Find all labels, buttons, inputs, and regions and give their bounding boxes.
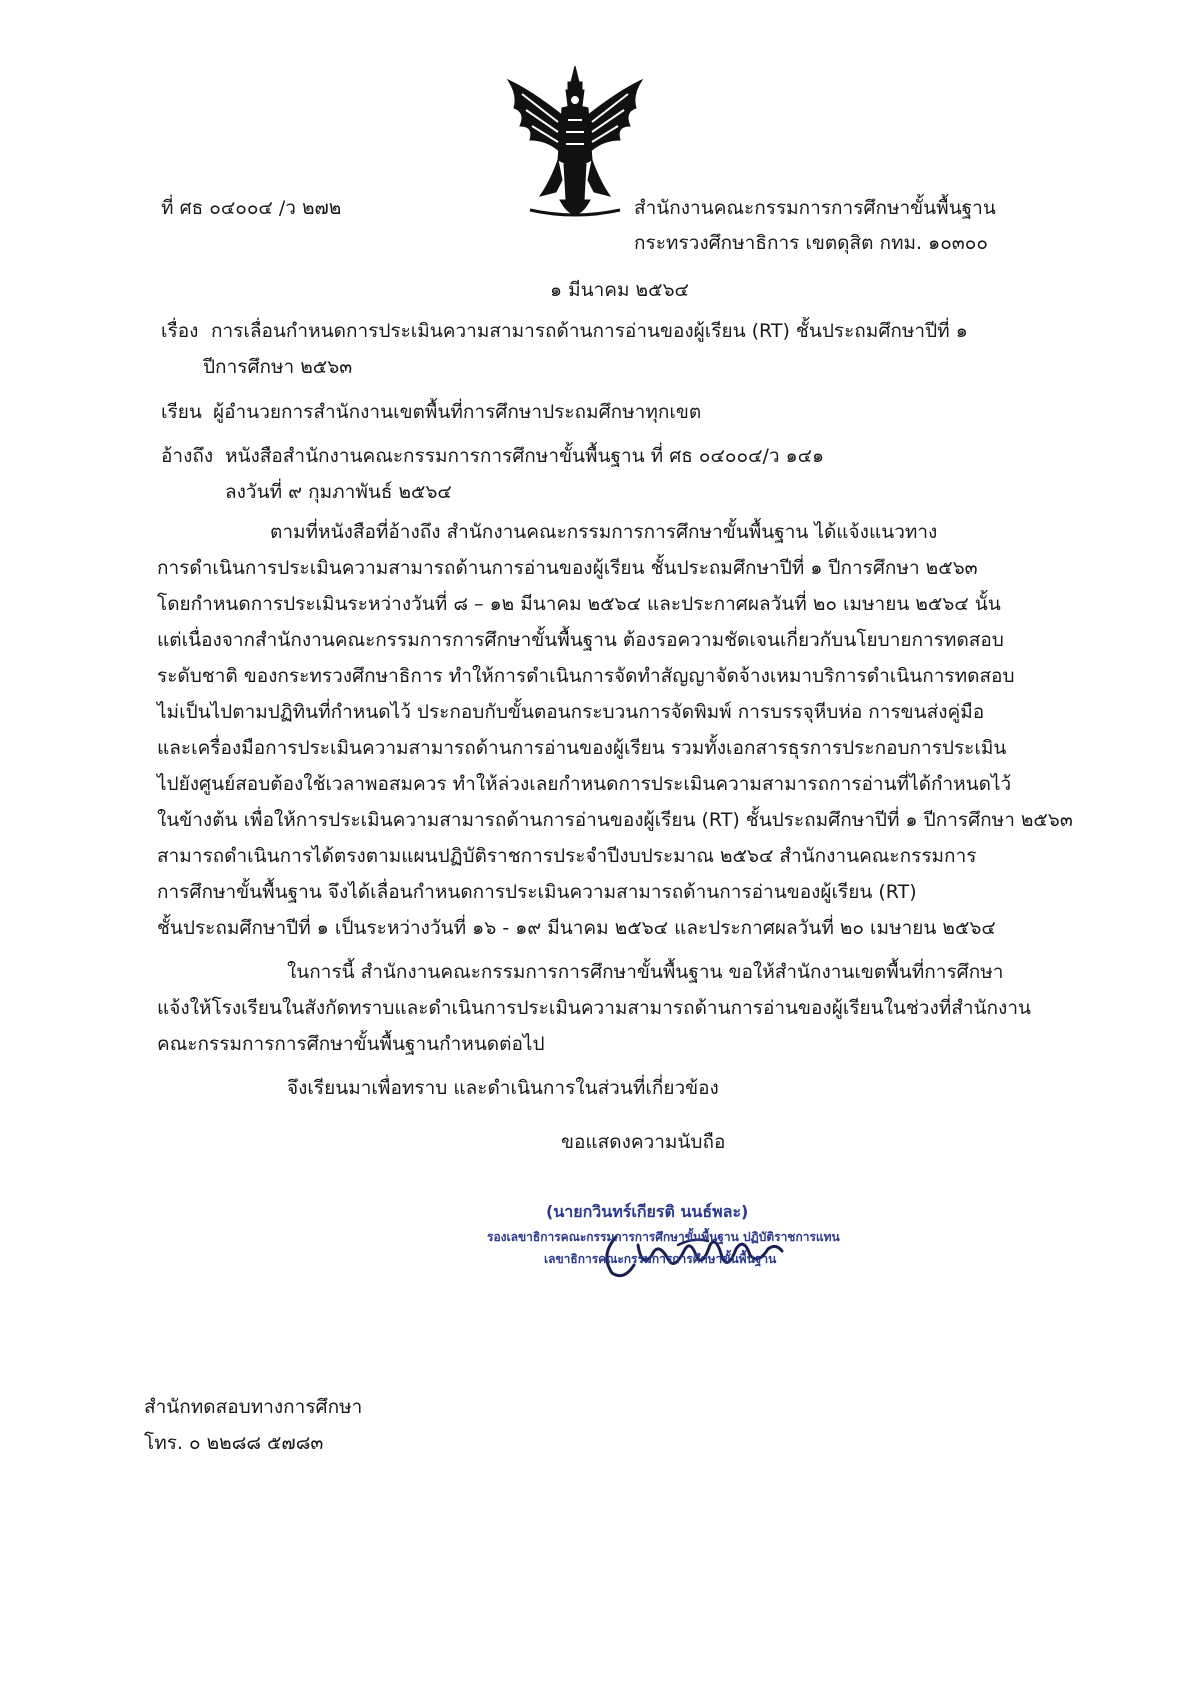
salutation: ขอแสดงความนับถือ (561, 1131, 726, 1153)
reference-line-1: หนังสือสำนักงานคณะกรรมการการศึกษาขั้นพื้นฐาน ที่ ศธ ๐๔๐๐๔/ว ๑๔๑ (225, 445, 825, 467)
body-para1-line: ไม่เป็นไปตามปฏิทินที่กำหนดไว้ ประกอบกับขั้นตอนกระบวนการจัดพิมพ์ การบรรจุหีบห่อ การขนส่งคู่มือ (157, 701, 985, 723)
body-para2-line: แจ้งให้โรงเรียนในสังกัดทราบและดำเนินการประเมินความสามารถด้านการอ่านของผู้เรียนในช่วงที่สำนักงาน (157, 997, 1031, 1019)
body-para1-line: และเครื่องมือการประเมินความสามารถด้านการอ่านของผู้เรียน รวมทั้งเอกสารธุรการประกอบการประเมิน (157, 737, 1007, 759)
body-para1-line: โดยกำหนดการประเมินระหว่างวันที่ ๘ – ๑๒ มีนาคม ๒๕๖๔ และประกาศผลวันที่ ๒๐ เมษายน ๒๕๖๔ นั้น (157, 593, 1001, 615)
closing-paragraph: จึงเรียนมาเพื่อทราบ และดำเนินการในส่วนที่เกี่ยวข้อง (287, 1077, 719, 1099)
reference-line-2: ลงวันที่ ๙ กุมภาพันธ์ ๒๕๖๔ (225, 481, 452, 503)
body-para1-line: ชั้นประถมศึกษาปีที่ ๑ เป็นระหว่างวันที่ ๑๖ - ๑๙ มีนาคม ๒๕๖๔ และประกาศผลวันที่ ๒๐ เมษายน ๒๕๖๔ (157, 917, 996, 939)
signer-title-line-2: เลขาธิการคณะกรรมการการศึกษาขั้นพื้นฐาน (544, 1252, 777, 1266)
office-address: กระทรวงศึกษาธิการ เขตดุสิต กทม. ๑๐๓๐๐ (634, 232, 988, 254)
garuda-emblem-icon (500, 60, 650, 228)
subject-label: เรื่อง (161, 320, 199, 342)
body-para1-line: การศึกษาขั้นพื้นฐาน จึงได้เลื่อนกำหนดการประเมินความสามารถด้านการอ่านของผู้เรียน (RT) (157, 881, 917, 903)
body-para2-line: ในการนี้ สำนักงานคณะกรรมการการศึกษาขั้นพื้นฐาน ขอให้สำนักงานเขตพื้นที่การศึกษา (287, 961, 1004, 983)
signer-name: (นายกวินทร์เกียรติ นนธ์พละ) (546, 1202, 749, 1221)
signer-title-line-1: รองเลขาธิการคณะกรรมการการศึกษาขั้นพื้นฐาน ปฏิบัติราชการแทน (487, 1230, 840, 1244)
footer-phone: โทร. ๐ ๒๒๘๘ ๕๗๘๓ (144, 1432, 324, 1454)
recipient: ผู้อำนวยการสำนักงานเขตพื้นที่การศึกษาประถมศึกษาทุกเขต (213, 401, 702, 423)
body-para1-line: ตามที่หนังสือที่อ้างถึง สำนักงานคณะกรรมการการศึกษาขั้นพื้นฐาน ได้แจ้งแนวทาง (270, 521, 938, 543)
to-label: เรียน (161, 401, 202, 423)
body-para1-line: สามารถดำเนินการได้ตรงตามแผนปฏิบัติราชการประจำปีงบประมาณ ๒๕๖๔ สำนักงานคณะกรรมการ (157, 845, 977, 867)
body-para2-line: คณะกรรมการการศึกษาขั้นพื้นฐานกำหนดต่อไป (157, 1033, 545, 1055)
letter-date: ๑ มีนาคม ๒๕๖๔ (550, 279, 689, 301)
subject-line-1: การเลื่อนกำหนดการประเมินความสามารถด้านการอ่านของผู้เรียน (RT) ชั้นประถมศึกษาปีที่ ๑ (211, 320, 968, 342)
reference-label: อ้างถึง (161, 445, 214, 467)
body-para1-line: การดำเนินการประเมินความสามารถด้านการอ่านของผู้เรียน ชั้นประถมศึกษาปีที่ ๑ ปีการศึกษา ๒๕๖๓ (157, 557, 978, 579)
body-para1-line: ระดับชาติ ของกระทรวงศึกษาธิการ ทำให้การดำเนินการจัดทำสัญญาจัดจ้างเหมาบริการดำเนินการทดสอบ (157, 665, 1015, 687)
office-name: สำนักงานคณะกรรมการการศึกษาขั้นพื้นฐาน (634, 197, 996, 219)
footer-department: สำนักทดสอบทางการศึกษา (144, 1396, 363, 1418)
reference-number: ที่ ศธ ๐๔๐๐๔ /ว ๒๗๒ (161, 197, 342, 219)
body-para1-line: แต่เนื่องจากสำนักงานคณะกรรมการการศึกษาขั้นพื้นฐาน ต้องรอความชัดเจนเกี่ยวกับนโยบายการทดสอบ (157, 629, 1004, 651)
body-para1-line: ในข้างต้น เพื่อให้การประเมินความสามารถด้านการอ่านของผู้เรียน (RT) ชั้นประถมศึกษาปีที่ ๑ ปีการศึกษา ๒๕๖๓ (157, 809, 1073, 831)
body-para1-line: ไปยังศูนย์สอบต้องใช้เวลาพอสมควร ทำให้ล่วงเลยกำหนดการประเมินความสามารถการอ่านที่ได้กำหนดไว้ (157, 773, 1012, 795)
subject-line-2: ปีการศึกษา ๒๕๖๓ (203, 356, 353, 378)
